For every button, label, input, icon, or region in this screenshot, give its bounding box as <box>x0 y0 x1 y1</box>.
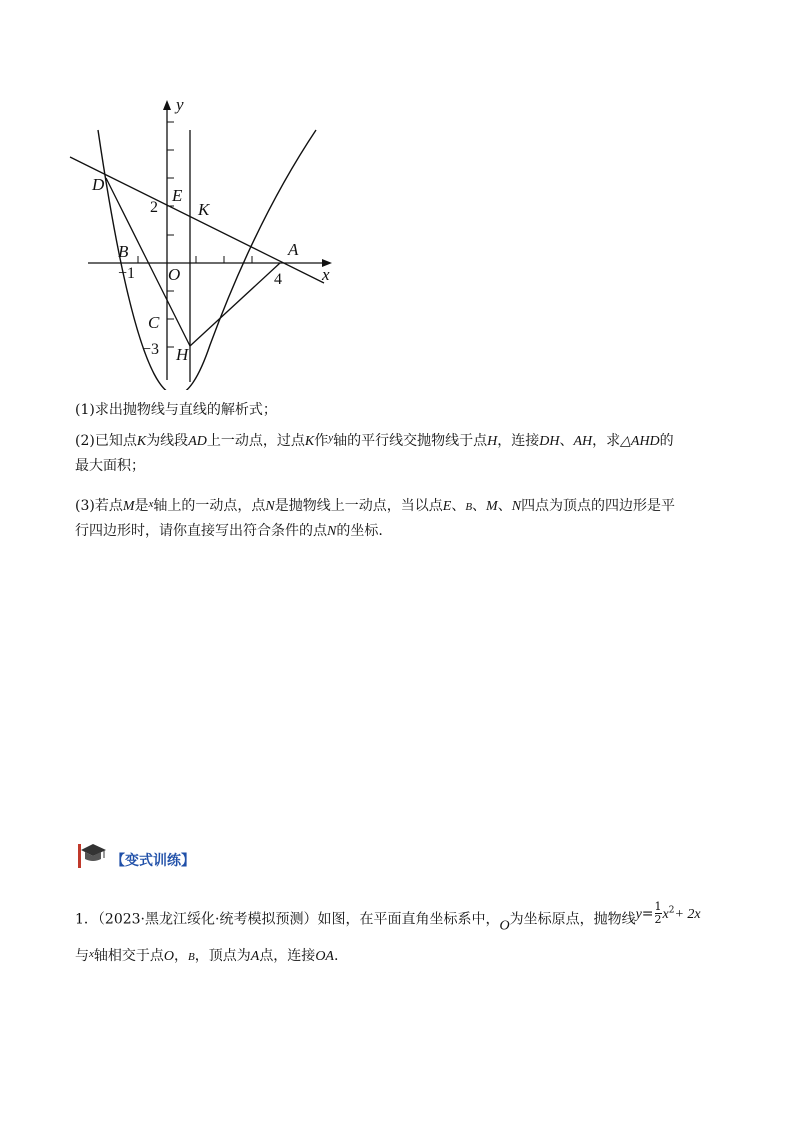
coordinate-diagram <box>60 90 350 390</box>
exercise-var: B <box>188 951 195 963</box>
q3-var: M <box>122 499 135 514</box>
graduation-cap-icon <box>75 840 107 870</box>
q2-text: 的 <box>659 433 674 449</box>
exercise-var: OA <box>315 949 334 964</box>
label-y: y <box>176 95 184 114</box>
exercise-text: 为坐标原点，抛物线 <box>509 911 636 928</box>
q2-text: 、 <box>559 433 574 449</box>
q2-text: 作 <box>314 433 329 449</box>
exercise-text: 点，连接 <box>259 948 316 964</box>
q2-var: K <box>304 434 315 449</box>
q2-text: (2)已知点 <box>75 433 137 449</box>
q2-var: △AHD <box>620 434 660 449</box>
q3-var: E <box>442 499 452 514</box>
q3-var: N <box>511 499 522 514</box>
q2-var: AD <box>188 434 207 449</box>
q2-text: ，连接 <box>497 433 540 449</box>
section-title: 【变式训练】 <box>111 853 195 869</box>
label-H: H <box>176 345 189 364</box>
q3-var: N <box>265 499 275 514</box>
label-B: B <box>118 242 129 261</box>
question-2 <box>75 426 725 478</box>
parabola-equation <box>635 900 701 927</box>
parabola <box>98 130 316 390</box>
label-E: E <box>172 186 183 205</box>
exercise-text: 轴相交于点 <box>93 948 164 964</box>
tick-label-neg1: −1 <box>118 265 136 282</box>
q2-text: 上一动点，过点 <box>206 433 305 449</box>
q2-var: DH <box>539 434 560 449</box>
exercise-var: A <box>250 949 260 964</box>
q3-text: 、 <box>451 498 466 514</box>
parabola-figure <box>60 90 350 390</box>
q3-text: 、 <box>497 498 512 514</box>
exercise-source: （2023·黑龙江绥化·统考模拟预测）如图，在平面直角坐标系中， <box>97 911 500 928</box>
q3-var: N <box>327 524 337 539</box>
y-axis-arrow <box>163 100 171 110</box>
eq-op: = <box>641 905 654 922</box>
exercise-text: ，顶点为 <box>194 948 251 964</box>
q3-text: 的坐标. <box>336 523 383 539</box>
exercise-text: . <box>333 948 339 964</box>
q3-text: 是 <box>134 498 149 514</box>
eq-numerator: 1 <box>654 900 662 914</box>
label-C: C <box>148 313 160 332</box>
eq-fraction <box>655 901 662 926</box>
eq-var: + 2x <box>674 906 701 922</box>
label-A: A <box>288 240 299 259</box>
eq-var: y <box>635 906 642 922</box>
q3-var: M <box>486 499 498 514</box>
segment-AH <box>190 263 280 346</box>
q3-text: (3)若点 <box>75 498 123 514</box>
q3-text: 四点为顶点的四边形是平 <box>521 498 676 514</box>
q2-text: 轴的平行线交抛物线于点 <box>333 433 488 449</box>
q2-var: H <box>487 434 498 449</box>
exercise-var: O <box>499 918 510 934</box>
q3-var: x <box>148 498 154 510</box>
q2-var: K <box>136 434 147 449</box>
eq-denominator: 2 <box>654 913 662 927</box>
exercise-var: x <box>89 948 94 960</box>
eq-exponent: 2 <box>668 905 675 915</box>
eq-var: x <box>662 906 669 922</box>
exercise-number: 1． <box>75 911 98 928</box>
exercise-1 <box>75 898 725 939</box>
q2-var: y <box>328 432 334 444</box>
question-1 <box>75 398 725 422</box>
q3-text: 轴上的一动点，点 <box>153 498 266 514</box>
label-x: x <box>322 265 330 284</box>
label-K: K <box>198 200 210 219</box>
tick-label-neg3: −3 <box>142 341 160 358</box>
x-ticks <box>138 256 252 263</box>
q2-text: 为线段 <box>146 433 189 449</box>
question-1-text: (1)求出抛物线与直线的解析式； <box>75 402 277 418</box>
q2-text: ，求 <box>592 433 621 449</box>
exercise-1-line-2 <box>75 942 725 969</box>
label-D: D <box>92 175 105 194</box>
exercise-text: 与 <box>75 948 89 964</box>
question-3 <box>75 492 725 544</box>
q3-text: 、 <box>472 498 487 514</box>
line-DA <box>70 157 324 283</box>
q3-var: B <box>465 501 473 513</box>
tick-label-4: 4 <box>274 271 282 288</box>
q3-text: 行四边形时，请你直接写出符合条件的点 <box>75 523 327 539</box>
label-O: O <box>168 265 181 284</box>
exercise-text: ， <box>174 948 189 964</box>
q3-text: 是抛物线上一动点，当以点 <box>274 498 443 514</box>
tick-label-2: 2 <box>150 199 158 216</box>
exercise-var: O <box>163 949 175 964</box>
q2-var: AH <box>573 434 593 449</box>
q2-text: 最大面积； <box>75 458 145 474</box>
